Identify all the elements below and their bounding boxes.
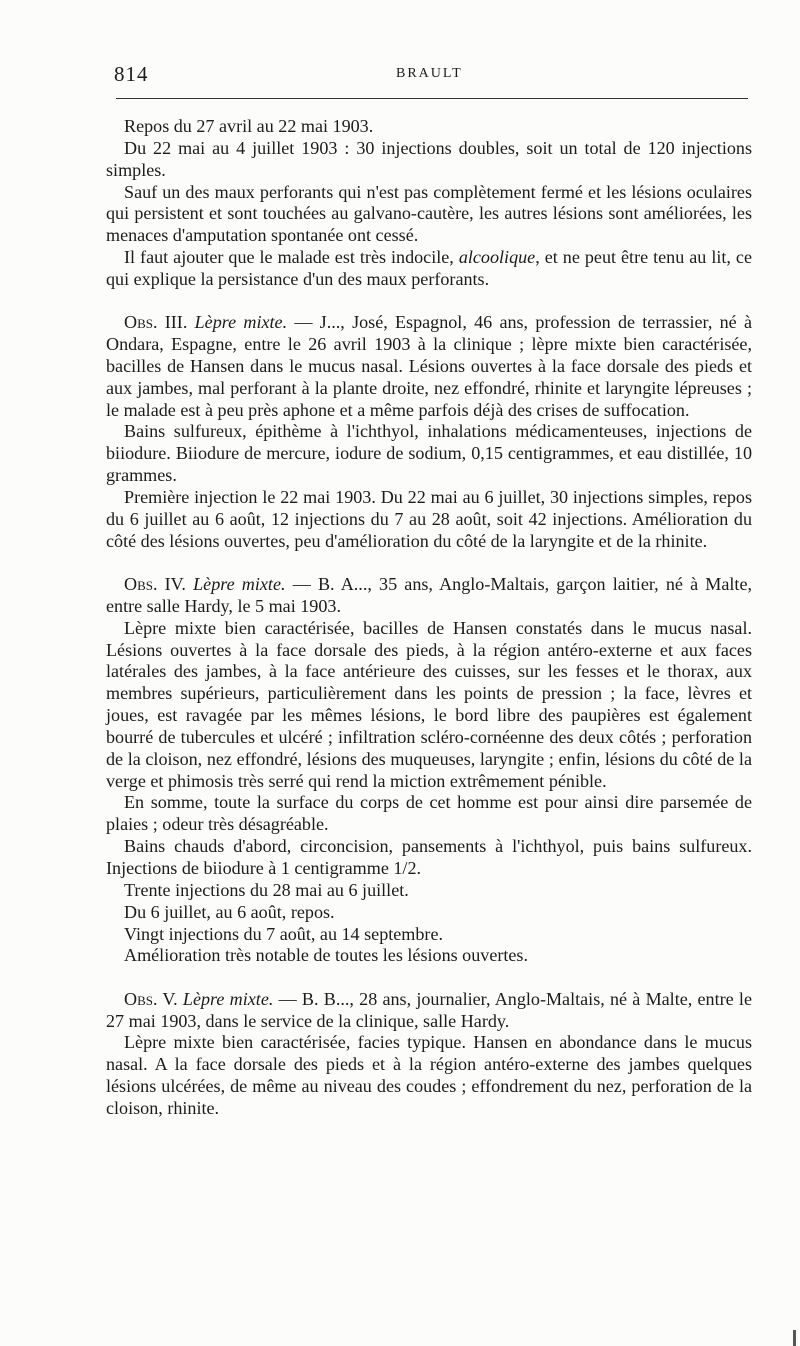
page-edge-mark: [793, 1330, 796, 1346]
page-body: [106, 116, 752, 1120]
obs-label: Obs. IV.: [124, 574, 186, 595]
obs-label: Obs. V.: [124, 988, 178, 1009]
paragraph: Il faut ajouter que le malade est très indocile, alcoolique, et ne peut être tenu au lit, ce qui explique la persistance d'un des maux perforants.: [106, 247, 752, 289]
paragraph: Du 6 juillet, au 6 août, repos.: [124, 901, 335, 922]
obs-title: Lèpre mixte.: [194, 312, 288, 333]
obs-title: Lèpre mixte.: [193, 574, 286, 595]
paragraph: Première injection le 22 mai 1903. Du 22 mai au 6 juillet, 30 injections simples, repos du 6 juillet au 6 août, 12 injections du 7 au 28 août, soit 42 injections. Amélioration du côté des lésions ouvertes, peu d'amélioration du côté de la laryngite et de la rhinite.: [106, 487, 752, 551]
paragraph: En somme, toute la surface du corps de cet homme est pour ainsi dire parsemée de plaies ; odeur très désagréable.: [106, 792, 752, 835]
paragraph: Lèpre mixte bien caractérisée, facies typique. Hansen en abondance dans le mucus nasal. A la face dorsale des pieds et à la région antéro-externe des jambes quelques lésions ulcérées, de même au niveau des coudes ; effondrement du nez, perforation de la cloison, rhinite.: [106, 1032, 752, 1118]
observation-heading: Obs. V. Lèpre mixte. — B. B..., 28 ans, journalier, Anglo-Maltais, né à Malte, entre le 27 mai 1903, dans le service de la clinique, salle Hardy.: [106, 988, 752, 1031]
paragraph: Lèpre mixte bien caractérisée, bacilles de Hansen constatés dans le mucus nasal. Lésions ouvertes à la face dorsale des pieds, à la région antéro-externe et aux faces latérales des jambes, à la face antérieure des cuisses, sur les fesses et le thorax, aux membres supérieurs, particulièrement dans les points de pression ; la face, lèvres et joues, est ravagée par les mêmes lésions, le bord libre des paupières est également bourré de tubercules et ulcéré ; infiltration scléro-cornéenne des deux côtés ; perforation de la cloison, nez effondré, lésions des muqueuses, laryngite ; enfin, lésions du côté de la verge et phimosis très serré qui rend la miction extrêmement pénible.: [106, 617, 752, 791]
paragraph: Sauf un des maux perforants qui n'est pas complètement fermé et les lésions oculaires qui persistent et sont touchées au galvano-cautère, les autres lésions sont améliorées, les menaces d'amputation spontanée ont cessé.: [106, 181, 752, 246]
header-rule: [116, 98, 748, 99]
paragraph: Trente injections du 28 mai au 6 juillet.: [124, 879, 409, 900]
paragraph: Bains chauds d'abord, circoncision, pansements à l'ichthyol, puis bains sulfureux. Injections de biiodure à 1 centigramme 1/2.: [106, 836, 752, 878]
paragraph: Vingt injections du 7 août, au 14 septembre.: [124, 923, 444, 944]
paragraph: Amélioration très notable de toutes les lésions ouvertes.: [124, 945, 528, 966]
paragraph: Du 22 mai au 4 juillet 1903 : 30 injections doubles, soit un total de 120 injections simples.: [106, 137, 752, 180]
obs-title: Lèpre mixte.: [182, 988, 274, 1009]
observation-heading: Obs. IV. Lèpre mixte. — B. A..., 35 ans, Anglo-Maltais, garçon laitier, né à Malte, entre salle Hardy, le 5 mai 1903.: [106, 574, 753, 616]
paragraph: Repos du 27 avril au 22 mai 1903.: [124, 116, 374, 136]
page-number: 814: [114, 62, 149, 86]
obs-label: Obs. III.: [124, 312, 188, 333]
paragraph: Bains sulfureux, épithème à l'ichthyol, inhalations médicamenteuses, injections de biiodure. Biiodure de mercure, iodure de sodium, 0,15 centigrammes, et eau distillée, 10 grammes.: [106, 421, 752, 486]
running-title: BRAULT: [396, 66, 463, 81]
observation-heading: Obs. III. Lèpre mixte. — J..., José, Espagnol, 46 ans, profession de terrassier, né à Ondara, Espagne, entre le 26 avril 1903 à la clinique ; lèpre mixte bien caractérisée, bacilles de Hansen dans le mucus nasal. Lésions ouvertes à la face dorsale des pieds et aux jambes, mal perforant à la plante droite, nez effondré, rhinite et laryngite lépreuses ; le malade est à peu près aphone et a même parfois déjà des crises de suffocation.: [106, 312, 752, 420]
page-header: [114, 62, 750, 88]
